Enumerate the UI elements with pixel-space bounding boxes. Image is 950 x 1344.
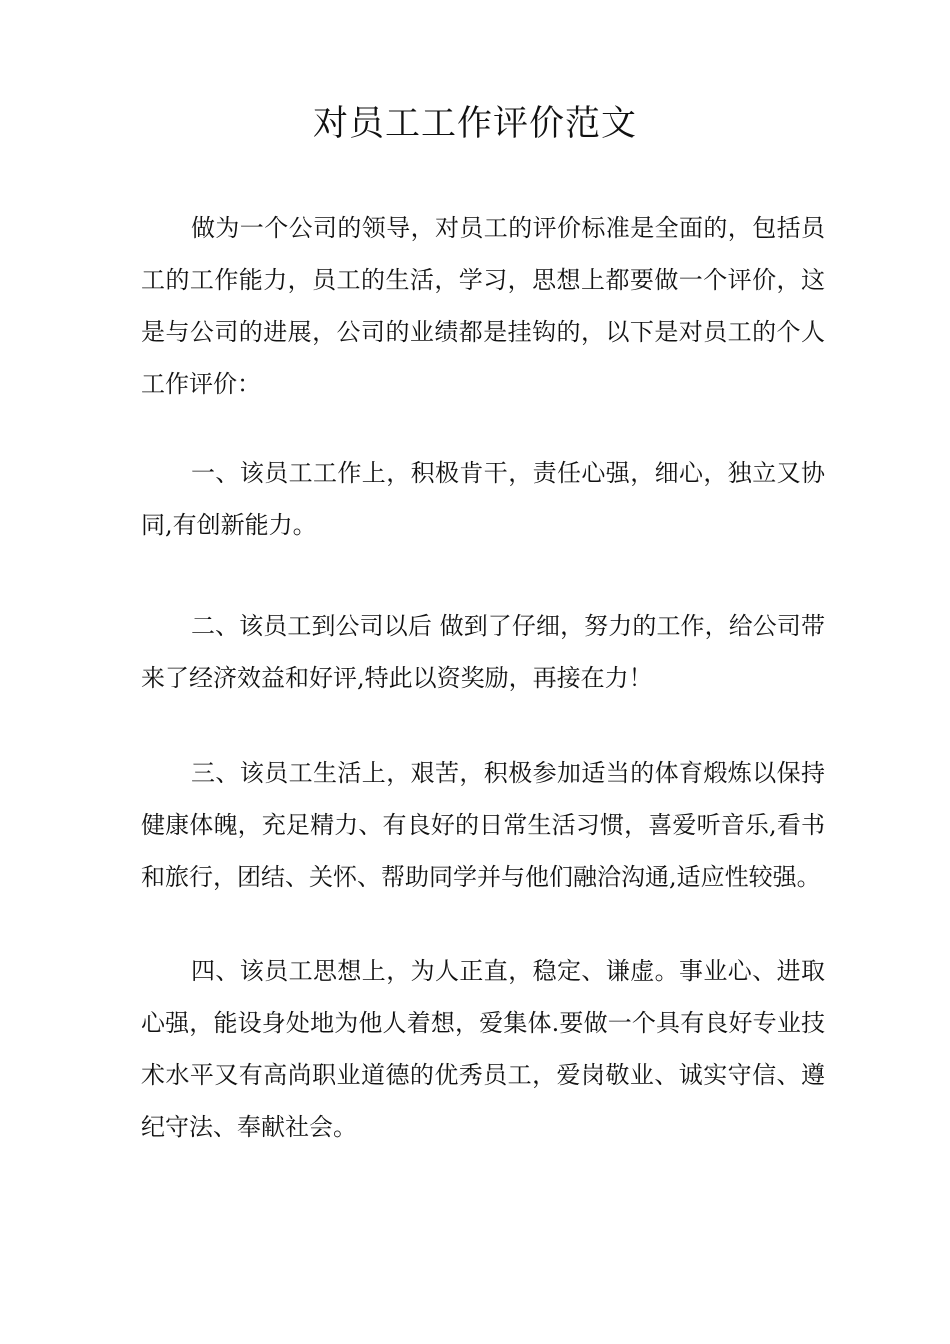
evaluation-item-1: 一、该员工工作上，积极肯干，责任心强，细心，独立又协同,有创新能力。 bbox=[141, 459, 825, 539]
document-title: 对员工工作评价范文 bbox=[312, 104, 637, 144]
evaluation-item-3: 三、该员工生活上，艰苦，积极参加适当的体育煅炼以保持健康体魄，充足精力、有良好的日常生活习惯，喜爱听音乐,看书和旅行，团结、关怀、帮助同学并与他们融洽沟通,适应性较强。 bbox=[141, 759, 825, 891]
evaluation-item-2: 二、该员工到公司以后 做到了仔细，努力的工作，给公司带来了经济效益和好评,特此以资奖励，再接在力！ bbox=[141, 612, 825, 692]
evaluation-item-4: 四、该员工思想上，为人正直，稳定、谦虚。事业心、进取心强，能设身处地为他人着想，爱集体.要做一个具有良好专业技术水平又有高尚职业道德的优秀员工，爱岗敬业、诚实守信、遵纪守法、奉献社会。 bbox=[141, 957, 825, 1141]
intro-paragraph: 做为一个公司的领导，对员工的评价标准是全面的，包括员工的工作能力，员工的生活，学习，思想上都要做一个评价，这是与公司的进展，公司的业绩都是挂钩的，以下是对员工的个人工作评价： bbox=[141, 214, 825, 398]
